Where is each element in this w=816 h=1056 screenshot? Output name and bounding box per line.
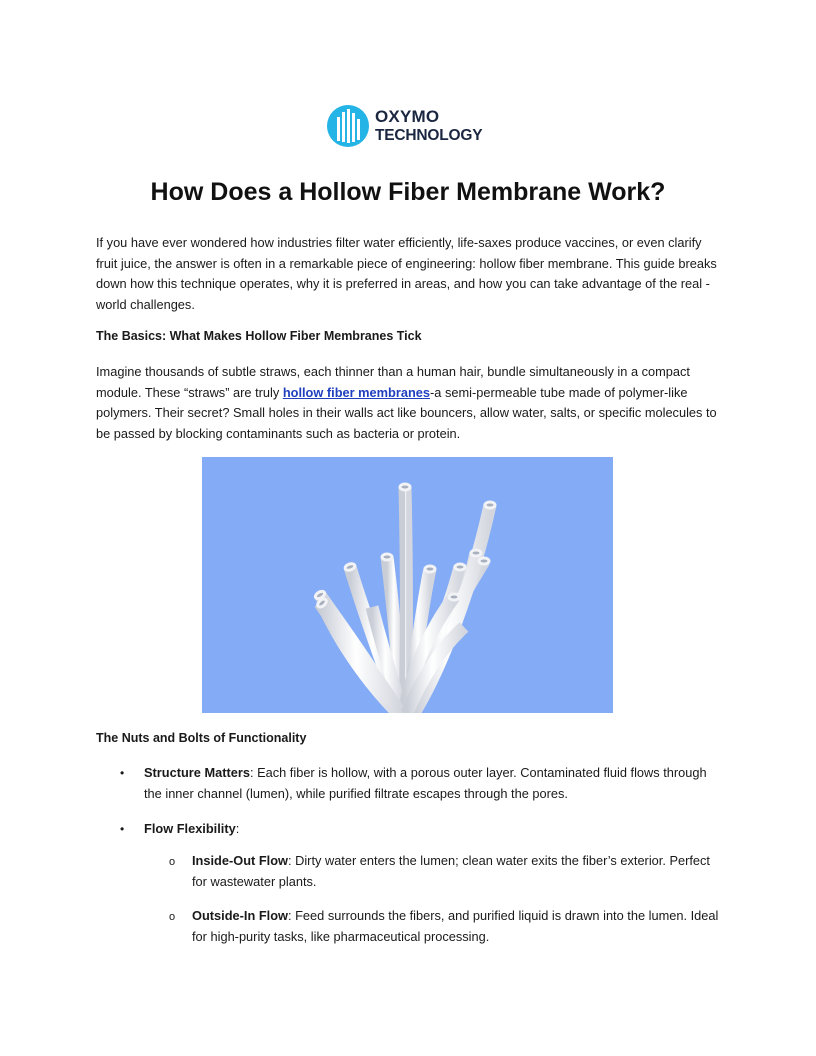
item-label: Structure Matters (144, 765, 250, 780)
page-title: How Does a Hollow Fiber Membrane Work? (150, 178, 666, 206)
basics-heading: The Basics: What Makes Hollow Fiber Membranes Tick (96, 329, 422, 343)
bullet-icon: • (120, 766, 125, 780)
sub-item-label: Outside-In Flow (192, 908, 288, 923)
sub-item-label: Inside-Out Flow (192, 853, 288, 868)
logo-line-2: TECHNOLOGY (375, 127, 483, 144)
basics-text-before-link: Imagine thousands of subtle straws, each thinner than a human hair, bundle simultaneously in a compact module. These “straws” are truly (96, 364, 690, 400)
intro-paragraph: If you have ever wondered how industries filter water efficiently, life-saxes produce vaccines, or even clarify fruit juice, the answer is often in a remarkable piece of engineering: hollow fiber membrane. This guide breaks down how this technique operates, why it is preferred in areas, and how you can take advantage of the real -world challenges. (96, 235, 717, 312)
basics-paragraph (96, 362, 724, 444)
oxymo-logo-icon (326, 104, 370, 148)
logo-line-1: OXYMO (375, 107, 440, 126)
sub-item-text: : Feed surrounds the fibers, and purified liquid is drawn into the lumen. Ideal for high-purity tasks, like pharmaceutical processing. (192, 908, 719, 944)
hollow-fiber-membranes-link[interactable]: hollow fiber membranes (282, 384, 431, 400)
company-logo (326, 103, 496, 149)
circle-bullet-icon: o (169, 856, 176, 868)
sub-item-text: : Dirty water enters the lumen; clean water exits the fiber’s exterior. Perfect for wastewater plants. (192, 853, 710, 889)
item-text: : Each fiber is hollow, with a porous outer layer. Contaminated fluid flows through the inner channel (lumen), while purified filtrate escapes through the pores. (144, 765, 707, 801)
circle-bullet-icon: o (169, 911, 176, 923)
hollow-fiber-bundle-icon (202, 457, 613, 713)
nuts-heading: The Nuts and Bolts of Functionality (96, 731, 307, 745)
item-label: Flow Flexibility (144, 821, 236, 836)
bullet-icon: • (120, 822, 125, 836)
logo-wordmark (375, 107, 482, 145)
item-text: : (235, 821, 240, 836)
basics-text-after-link: -a semi-permeable tube made of polymer-like polymers. Their secret? Small holes in their walls act like bouncers, allow water, salts, or specific molecules to be passed by blocking contaminants such as bacteria or protein. (96, 384, 717, 441)
hollow-fiber-image (202, 457, 613, 713)
